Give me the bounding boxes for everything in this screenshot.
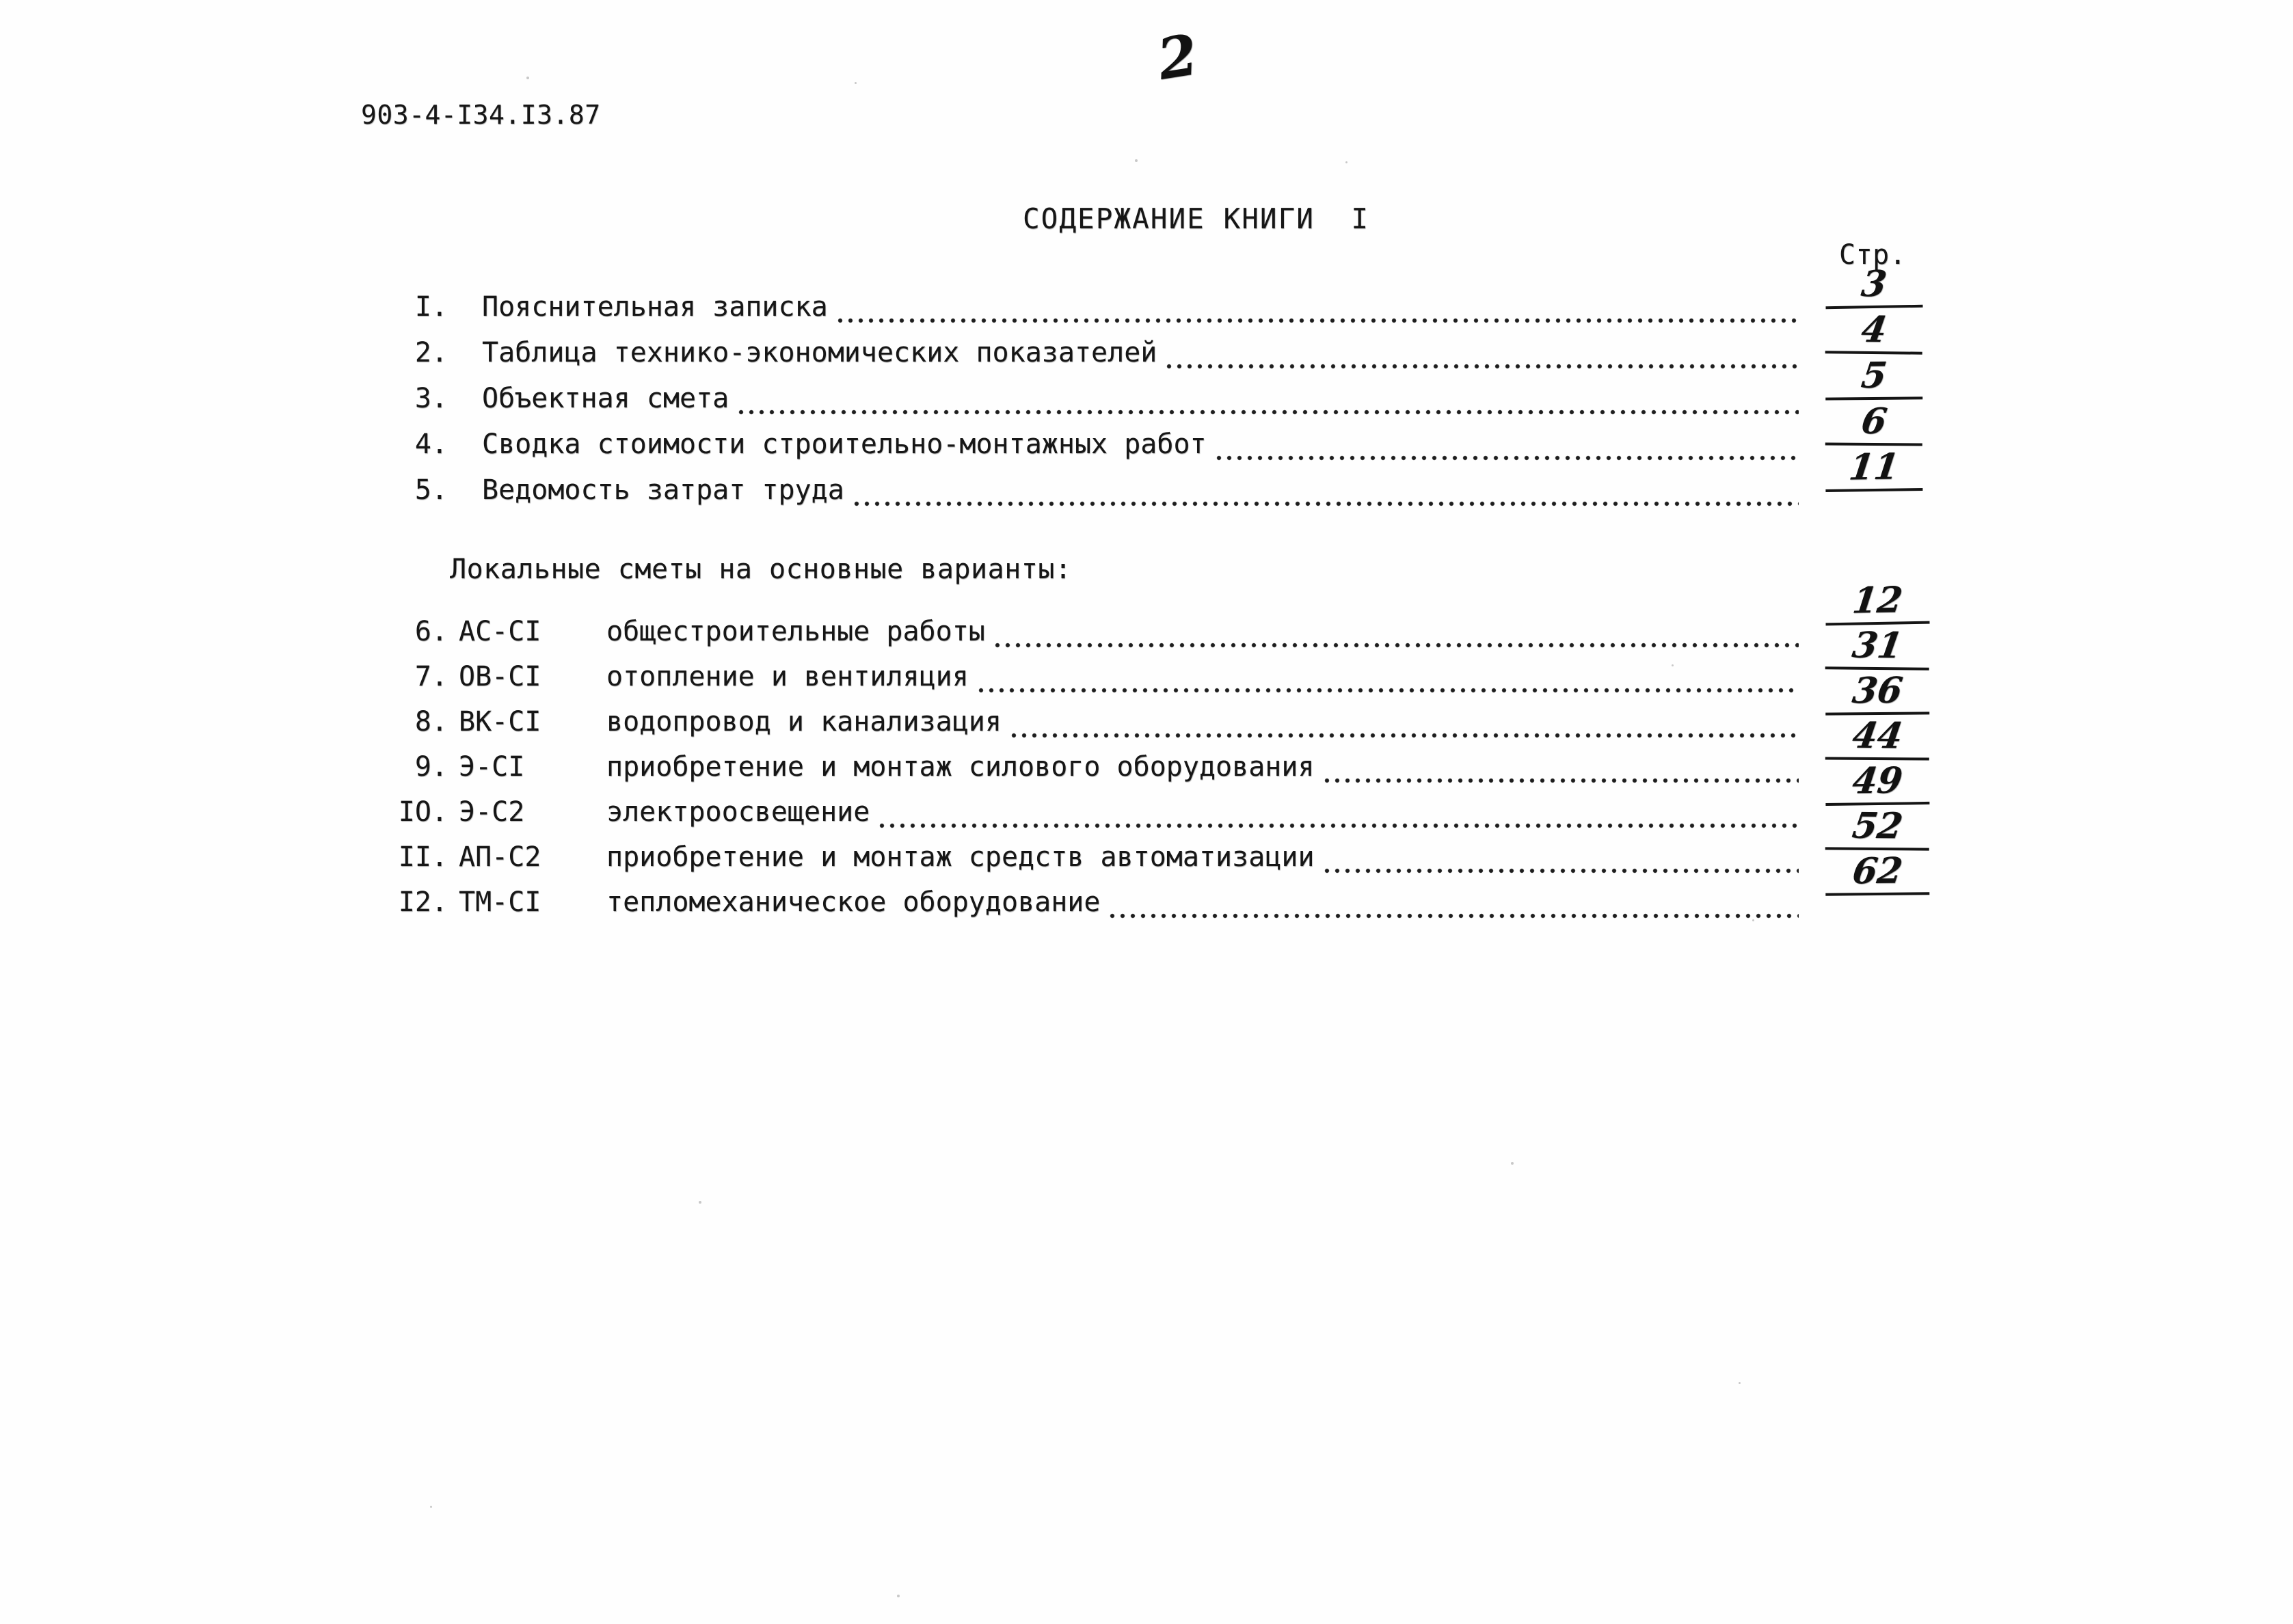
item-number: I. (414, 291, 448, 323)
handwritten-page-number: 44 (1849, 714, 1905, 757)
item-number: 7. (414, 661, 448, 692)
item-label: отопление и вентиляция (606, 661, 969, 692)
dotted-leader (738, 409, 1799, 416)
scan-speck (1739, 1382, 1741, 1384)
item-label: Таблица технико-экономических показателей (482, 337, 1157, 368)
page-number-underline (1825, 852, 1930, 896)
handwritten-page-number: 4 (1858, 308, 1890, 351)
dotted-leader (879, 822, 1799, 829)
scan-speck (1752, 919, 1754, 921)
item-number: 6. (414, 616, 448, 647)
scan-speck (430, 1506, 432, 1508)
page-number-underline (1825, 759, 1930, 806)
dotted-leader (1011, 732, 1799, 739)
item-label: Сводка стоимости строительно-монтажных работ (482, 429, 1207, 460)
dotted-leader (854, 500, 1799, 507)
item-number: 4. (414, 429, 448, 460)
item-number: I2. (398, 887, 448, 918)
handwritten-page-number: 3 (1859, 262, 1889, 306)
estimate-code: АС-СI (459, 616, 541, 647)
item-label: водопровод и канализация (606, 706, 1002, 737)
toc-row (386, 308, 1890, 375)
toc-row (386, 400, 1890, 466)
dotted-leader (1110, 912, 1799, 919)
page-number-underline (1825, 714, 1929, 760)
page-number-underline (1825, 354, 1923, 400)
estimate-code: Э-С2 (459, 796, 525, 828)
item-label: тепломеханическое оборудование (606, 887, 1101, 918)
scan-speck (1672, 664, 1674, 666)
item-label: Объектная смета (482, 383, 729, 414)
page-number-underline (1825, 669, 1930, 715)
page-number-underline (1825, 804, 1930, 850)
page-number-underline (1825, 579, 1929, 626)
toc-row (386, 262, 1889, 329)
handwritten-page-number: 5 (1858, 354, 1890, 397)
page-number-underline (1825, 400, 1922, 446)
estimate-code: ТМ-СI (459, 887, 541, 918)
item-number: 8. (414, 706, 448, 737)
toc-row (386, 446, 1902, 512)
item-number: IO. (398, 796, 448, 828)
handwritten-page-number: 11 (1846, 446, 1902, 489)
handwritten-page-number: 62 (1849, 850, 1905, 893)
scan-speck (699, 1201, 701, 1204)
dotted-leader (1324, 867, 1799, 874)
handwritten-page-number: 31 (1849, 624, 1905, 667)
handwritten-page-number: 12 (1850, 579, 1905, 622)
item-number: 5. (414, 474, 448, 506)
page-title: СОДЕРЖАНИЕ КНИГИ I (1023, 202, 1369, 235)
page-column-header: Стр. (1839, 239, 1907, 271)
page-number-underline (1825, 448, 1923, 492)
estimate-code: ОВ-СI (459, 661, 541, 692)
scan-speck (1511, 1162, 1514, 1165)
dotted-leader (1166, 363, 1799, 370)
item-number: 9. (414, 751, 448, 783)
page-number-underline (1825, 308, 1923, 354)
document-number: 903-4-I34.I3.87 (361, 100, 601, 130)
item-label: приобретение и монтаж силового оборудования (606, 751, 1315, 783)
handwritten-page-number: 52 (1849, 804, 1905, 848)
scan-speck (897, 1595, 900, 1597)
estimate-code: Э-СI (459, 751, 525, 783)
item-label: Ведомость затрат труда (482, 474, 844, 506)
section-heading: Локальные сметы на основные варианты: (450, 554, 1072, 585)
estimate-code: АП-С2 (459, 841, 541, 873)
item-number: II. (398, 841, 448, 873)
dotted-leader (995, 642, 1799, 649)
item-number: 2. (414, 337, 448, 368)
item-label: электроосвещение (606, 796, 870, 828)
handwritten-sheet-number: 2 (1153, 22, 1203, 93)
item-label: общестроительные работы (606, 616, 985, 647)
dotted-leader (978, 687, 1799, 694)
handwritten-page-number: 6 (1858, 400, 1890, 443)
item-label: Пояснительная записка (482, 291, 828, 323)
handwritten-page-number: 36 (1849, 669, 1905, 712)
scan-speck (1135, 159, 1138, 162)
page-number-underline (1825, 262, 1922, 309)
page-number-underline (1825, 624, 1930, 671)
scan-speck (526, 77, 529, 79)
scan-speck (855, 82, 857, 84)
handwritten-page-number: 49 (1849, 759, 1905, 802)
dotted-leader (1216, 455, 1799, 461)
dotted-leader (837, 317, 1799, 324)
item-label: приобретение и монтаж средств автоматизации (606, 841, 1315, 873)
dotted-leader (1324, 777, 1799, 784)
item-number: 3. (414, 383, 448, 414)
toc-row (386, 354, 1890, 420)
scan-speck (1345, 161, 1347, 163)
estimate-code: ВК-СI (459, 706, 541, 737)
